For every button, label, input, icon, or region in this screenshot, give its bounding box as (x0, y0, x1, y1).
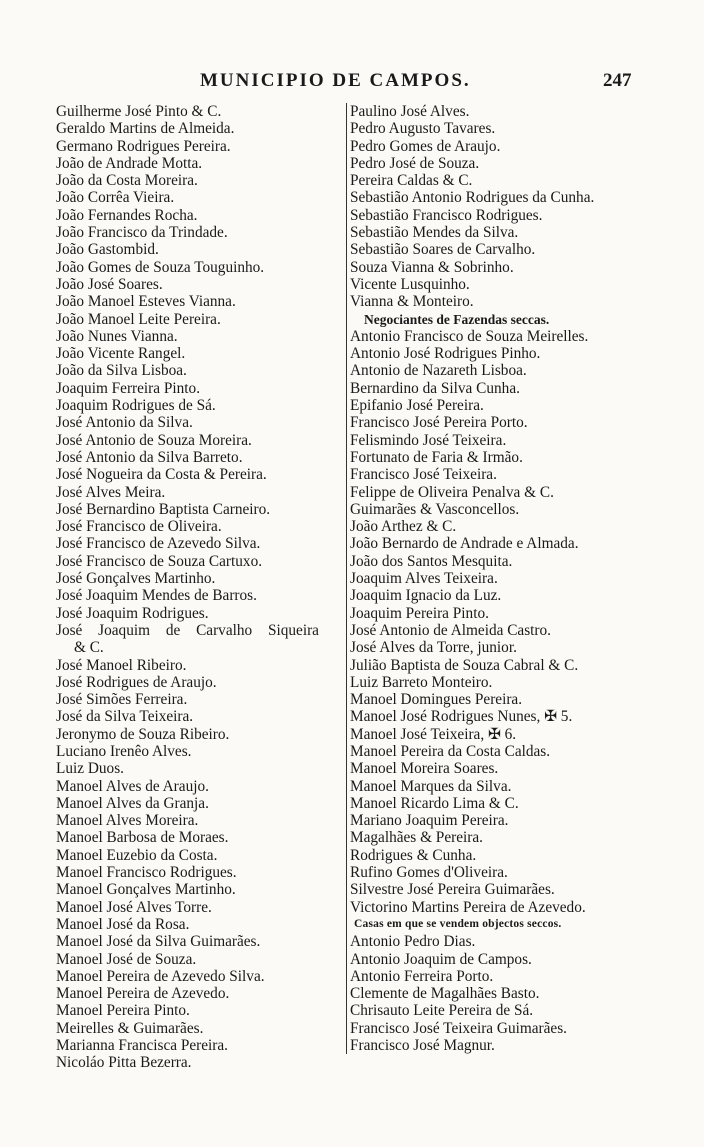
list-item: Manoel Domingues Pereira. (350, 691, 523, 709)
page-header (0, 70, 704, 100)
list-item: Guimarães & Vasconcellos. (350, 500, 520, 518)
list-item: João José Soares. (56, 275, 163, 293)
right-column (346, 103, 650, 1054)
list-item: Manoel Pereira Pinto. (56, 1002, 190, 1020)
list-item: Paulino José Alves. (350, 103, 470, 120)
list-item: Joaquim Ignacio da Luz. (350, 587, 502, 605)
list-item: José da Silva Teixeira. (56, 708, 194, 726)
list-item: Vianna & Monteiro. (350, 293, 474, 311)
list-item: Manoel Francisco Rodrigues. (56, 864, 237, 882)
list-item: Meirelles & Guimarães. (56, 1019, 204, 1037)
list-item: José Gonçalves Martinho. (56, 570, 216, 588)
list-item: Julião Baptista de Souza Cabral & C. (350, 656, 579, 674)
list-item: Felismindo José Teixeira. (350, 431, 507, 449)
list-item: Manoel Alves da Granja. (56, 794, 209, 812)
list-item: Marianna Francisca Pereira. (56, 1037, 229, 1055)
list-item: Antonio José Rodrigues Pinho. (350, 345, 541, 363)
list-item: Sebastião Francisco Rodrigues. (350, 206, 543, 224)
list-item: José Joaquim Rodrigues. (56, 604, 209, 622)
list-item: Manoel Euzebio da Costa. (56, 846, 218, 864)
list-item: Pedro José de Souza. (350, 154, 480, 172)
list-item: Sebastião Antonio Rodrigues da Cunha. (350, 189, 595, 207)
list-item: Luiz Barreto Monteiro. (350, 673, 493, 691)
list-item: Manoel Pereira de Azevedo Silva. (56, 967, 265, 985)
list-item: Manoel Barbosa de Moraes. (56, 829, 229, 847)
list-item: Francisco José Magnur. (350, 1037, 495, 1055)
list-item: Vicente Lusquinho. (350, 275, 470, 293)
list-item: Luiz Duos. (56, 760, 124, 778)
list-item: Antonio Joaquim de Campos. (350, 950, 532, 968)
list-item: João Vicente Rangel. (56, 345, 186, 363)
list-item: João Corrêa Vieira. (56, 189, 175, 207)
list-item: José Antonio de Souza Moreira. (56, 431, 252, 449)
list-item: Francisco José Teixeira Guimarães. (350, 1019, 567, 1037)
page-title: MUNICIPIO DE CAMPOS. (200, 70, 471, 91)
list-item: Rufino Gomes d'Oliveira. (350, 864, 508, 882)
list-item: José Bernardino Baptista Carneiro. (56, 500, 271, 518)
list-item: Pereira Caldas & C. (350, 172, 473, 190)
list-item: Manoel Gonçalves Martinho. (56, 881, 236, 899)
list-item: Manoel Marques da Silva. (350, 777, 512, 795)
list-item: Joaquim Ferreira Pinto. (56, 379, 201, 397)
list-item: Antonio Ferreira Porto. (350, 967, 494, 985)
list-item: José Francisco de Azevedo Silva. (56, 535, 261, 553)
list-item: José Rodrigues de Araujo. (56, 673, 217, 691)
list-item: Rodrigues & Cunha. (350, 846, 477, 864)
list-item: Germano Rodrigues Pereira. (56, 137, 231, 155)
left-column (56, 103, 341, 1072)
list-item: Francisco José Pereira Porto. (350, 414, 528, 432)
list-item: João Arthez & C. (350, 518, 457, 536)
list-item: João Fernandes Rocha. (56, 206, 198, 224)
list-item: João Manoel Esteves Vianna. (56, 293, 236, 311)
list-item: Joaquim Rodrigues de Sá. (56, 397, 216, 415)
list-item: Jeronymo de Souza Ribeiro. (56, 725, 230, 743)
list-item: Manoel José da Silva Guimarães. (56, 933, 261, 951)
list-item: José Joaquim de Carvalho Siqueira (56, 621, 319, 639)
list-item: Manoel José Teixeira, ✠ 6. (350, 725, 517, 743)
list-item: José Antonio da Silva. (56, 414, 193, 432)
list-item: José Alves Meira. (56, 483, 166, 501)
list-item: Epifanio José Pereira. (350, 397, 484, 415)
list-item: Clemente de Magalhães Basto. (350, 985, 540, 1003)
list-item: João da Costa Moreira. (56, 172, 198, 190)
list-item: Magalhães & Pereira. (350, 829, 483, 847)
list-item: Guilherme José Pinto & C. (56, 103, 222, 120)
list-item: Manoel José Rodrigues Nunes, ✠ 5. (350, 708, 573, 726)
list-item: Sebastião Mendes da Silva. (350, 224, 519, 242)
list-item: Antonio Pedro Dias. (350, 933, 476, 951)
list-item: Mariano Joaquim Pereira. (350, 812, 509, 830)
list-item: Manoel Ricardo Lima & C. (350, 794, 519, 812)
list-item: Manoel José Alves Torre. (56, 898, 212, 916)
list-item: José Antonio da Silva Barreto. (56, 448, 243, 466)
list-item: Manoel Alves Moreira. (56, 812, 199, 830)
list-item: Sebastião Soares de Carvalho. (350, 241, 536, 259)
list-item: João de Andrade Motta. (56, 154, 203, 172)
list-item: José Antonio de Almeida Castro. (350, 621, 551, 639)
list-item: José Francisco de Oliveira. (56, 518, 222, 536)
list-item: Manoel Moreira Soares. (350, 760, 499, 778)
list-item: Nicoláo Pitta Bezerra. (56, 1054, 192, 1072)
list-item: Luciano Irenêo Alves. (56, 742, 192, 760)
list-item: Joaquim Pereira Pinto. (350, 604, 489, 622)
page-number: 247 (603, 70, 632, 91)
section-heading-fazendas: Negociantes de Fazendas seccas. (364, 311, 550, 327)
list-item: Fortunato de Faria & Irmão. (350, 448, 523, 466)
list-item: Silvestre José Pereira Guimarães. (350, 881, 555, 899)
section-heading-objectos: Casas em que se vendem objectos seccos. (354, 917, 562, 930)
list-item: José Francisco de Souza Cartuxo. (56, 552, 263, 570)
list-item: Felippe de Oliveira Penalva & C. (350, 483, 554, 501)
list-item: Manoel José da Rosa. (56, 915, 190, 933)
list-item: Manoel José de Souza. (56, 950, 197, 968)
list-item: José Nogueira da Costa & Pereira. (56, 466, 267, 484)
list-item: Francisco José Teixeira. (350, 466, 497, 484)
list-item: João dos Santos Mesquita. (350, 552, 513, 570)
list-item: Pedro Gomes de Araujo. (350, 137, 501, 155)
list-item: João Manoel Leite Pereira. (56, 310, 221, 328)
list-item: Manoel Pereira de Azevedo. (56, 985, 230, 1003)
list-item: Bernardino da Silva Cunha. (350, 379, 520, 397)
list-item: João Francisco da Trindade. (56, 224, 228, 242)
list-item: José Alves da Torre, junior. (350, 639, 517, 657)
list-item: Manoel Pereira da Costa Caldas. (350, 742, 551, 760)
list-item: Pedro Augusto Tavares. (350, 120, 496, 138)
list-item: & C. (74, 639, 104, 657)
list-item: Antonio de Nazareth Lisboa. (350, 362, 527, 380)
list-item: José Joaquim Mendes de Barros. (56, 587, 257, 605)
list-item: Joaquim Alves Teixeira. (350, 570, 498, 588)
list-item: Victorino Martins Pereira de Azevedo. (350, 898, 586, 916)
list-item: João Nunes Vianna. (56, 327, 178, 345)
list-item: Geraldo Martins de Almeida. (56, 120, 235, 138)
list-item: João da Silva Lisboa. (56, 362, 187, 380)
list-item: Manoel Alves de Araujo. (56, 777, 209, 795)
list-item: Souza Vianna & Sobrinho. (350, 258, 514, 276)
list-item: João Gastombid. (56, 241, 159, 259)
list-item: João Bernardo de Andrade e Almada. (350, 535, 579, 553)
list-item: João Gomes de Souza Touguinho. (56, 258, 265, 276)
list-item: José Manoel Ribeiro. (56, 656, 187, 674)
list-item: José Simões Ferreira. (56, 691, 188, 709)
list-item: Chrisauto Leite Pereira de Sá. (350, 1002, 534, 1020)
list-item: Antonio Francisco de Souza Meirelles. (350, 327, 589, 345)
